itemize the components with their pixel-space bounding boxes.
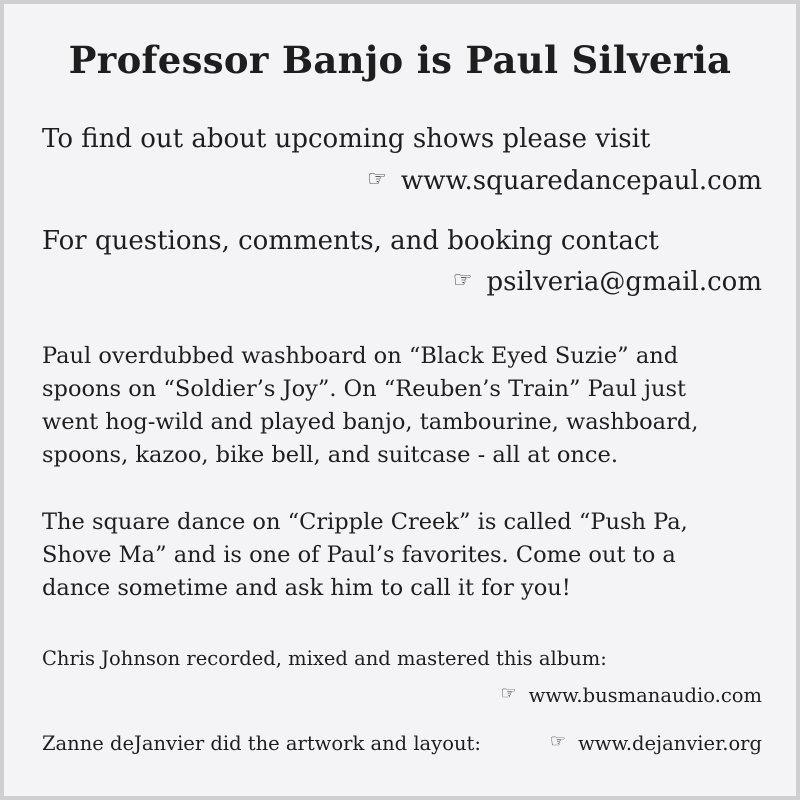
recording-link[interactable]: www.busmanaudio.com bbox=[528, 684, 762, 707]
paragraph-line: went hog-wild and played banjo, tambourine, washboard, bbox=[42, 409, 699, 435]
contact-email[interactable]: psilveria@gmail.com bbox=[486, 267, 762, 297]
artwork-link-row[interactable] bbox=[550, 732, 762, 755]
pointing-hand-icon: ☞ bbox=[549, 731, 567, 752]
contact-email-row[interactable] bbox=[453, 267, 762, 297]
paragraph-line: spoons, kazoo, bike bell, and suitcase - all at once. bbox=[42, 442, 618, 468]
recording-link-row[interactable] bbox=[501, 684, 762, 707]
pointing-hand-icon: ☞ bbox=[367, 167, 387, 192]
paragraph-line: The square dance on “Cripple Creek” is called “Push Pa, bbox=[42, 509, 688, 535]
paragraph-line: Paul overdubbed washboard on “Black Eyed Suzie” and bbox=[42, 343, 679, 369]
pointing-hand-icon: ☞ bbox=[452, 268, 473, 293]
shows-text: To find out about upcoming shows please visit bbox=[42, 124, 651, 154]
contact-text: For questions, comments, and booking contact bbox=[42, 226, 659, 256]
artwork-link[interactable]: www.dejanvier.org bbox=[578, 732, 762, 755]
artwork-credit-text: Zanne deJanvier did the artwork and layout: bbox=[42, 732, 481, 755]
shows-link-row[interactable] bbox=[367, 166, 762, 196]
paragraph-line: spoons on “Soldier’s Joy”. On “Reuben’s Train” Paul just bbox=[42, 376, 687, 402]
page-title: Professor Banjo is Paul Silveria bbox=[68, 38, 732, 82]
paragraph-line: dance sometime and ask him to call it for you! bbox=[42, 575, 571, 601]
shows-link[interactable]: www.squaredancepaul.com bbox=[400, 166, 762, 196]
recording-credit-text: Chris Johnson recorded, mixed and mastered this album: bbox=[42, 647, 607, 670]
pointing-hand-icon: ☞ bbox=[500, 683, 517, 704]
paragraph-line: Shove Ma” and is one of Paul’s favorites. Come out to a bbox=[42, 542, 676, 568]
